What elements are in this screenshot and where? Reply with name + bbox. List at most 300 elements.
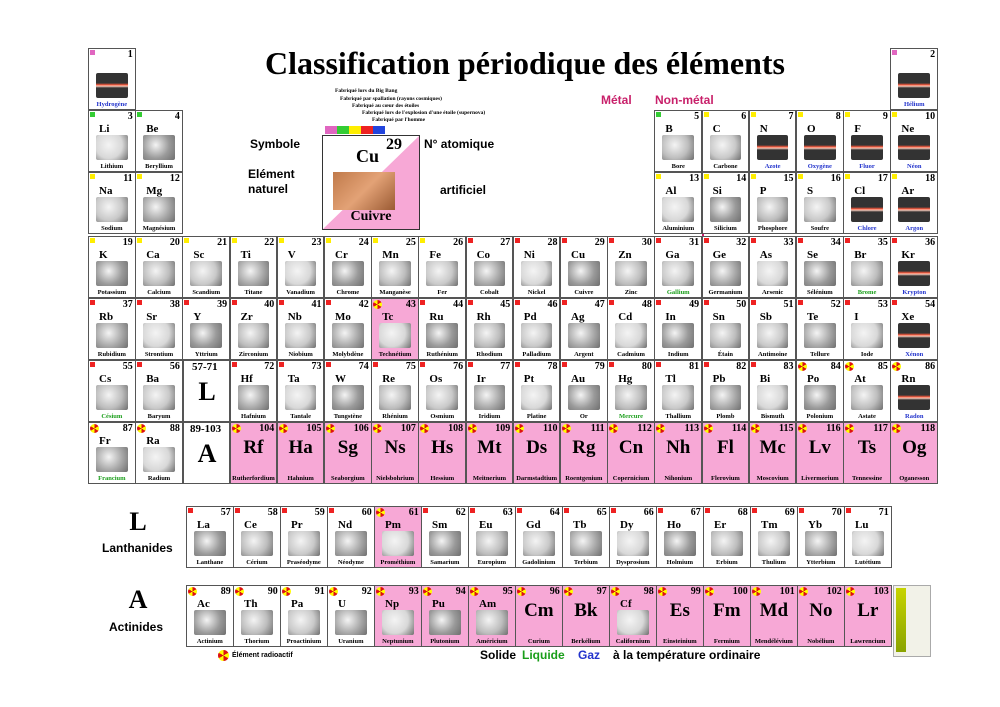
origin-marker: [517, 508, 522, 513]
element-cell-85[interactable]: [843, 360, 891, 422]
element-name: Néodyme: [337, 559, 364, 566]
element-name: Indium: [667, 351, 689, 358]
atomic-number: 4: [174, 111, 180, 122]
origin-marker: [235, 508, 240, 513]
element-cell-58[interactable]: [233, 506, 281, 568]
element-name: Palladium: [522, 351, 551, 358]
lanthanides-letter: L: [129, 507, 147, 536]
element-name: Holmium: [666, 559, 694, 566]
element-cell-93[interactable]: [374, 585, 422, 647]
origin-marker: [892, 300, 897, 305]
origin-marker: [90, 174, 95, 179]
element-photo: [332, 261, 364, 286]
atomic-number: 107: [400, 423, 416, 434]
atomic-number: 25: [405, 237, 416, 248]
element-symbol: Ru: [429, 311, 444, 323]
element-cell-42[interactable]: [324, 298, 372, 360]
origin-marker: [656, 112, 661, 117]
element-name: Césium: [101, 413, 123, 420]
element-cell-94[interactable]: [421, 585, 469, 647]
element-cell-46[interactable]: [513, 298, 561, 360]
radioactive-icon: [373, 300, 382, 309]
element-cell-51[interactable]: [749, 298, 797, 360]
origin-marker: [751, 238, 756, 243]
origin-marker: [798, 238, 803, 243]
element-cell-101[interactable]: [750, 585, 798, 647]
element-cell-98[interactable]: [609, 585, 657, 647]
element-name: Argon: [905, 225, 924, 232]
element-symbol: Pa: [291, 598, 304, 610]
element-cell-75[interactable]: [371, 360, 419, 422]
element-cell-11[interactable]: [88, 172, 136, 234]
atomic-number: 46: [547, 299, 558, 310]
element-symbol: Ni: [523, 249, 535, 261]
element-name: Sodium: [101, 225, 123, 232]
element-cell-89[interactable]: [186, 585, 234, 647]
element-cell-106[interactable]: [324, 422, 372, 484]
element-name: Ytterbium: [806, 559, 836, 566]
element-cell-82[interactable]: [702, 360, 750, 422]
element-cell-31[interactable]: [654, 236, 702, 298]
element-cell-96[interactable]: [515, 585, 563, 647]
atomic-number: 64: [549, 507, 560, 518]
element-cell-44[interactable]: [418, 298, 466, 360]
element-cell-3[interactable]: [88, 110, 136, 172]
element-photo: [852, 531, 884, 556]
element-cell-50[interactable]: [702, 298, 750, 360]
element-photo: [429, 531, 461, 556]
element-cell-41[interactable]: [277, 298, 325, 360]
legend-source-5: Fabriqué par l'homme: [372, 117, 426, 123]
element-cell-23[interactable]: [277, 236, 325, 298]
element-cell-62[interactable]: [421, 506, 469, 568]
actinide-letter: A: [197, 439, 217, 468]
origin-marker: [137, 112, 142, 117]
origin-marker: [279, 300, 284, 305]
atomic-number: 28: [547, 237, 558, 248]
origin-marker: [184, 300, 189, 305]
element-cell-8[interactable]: [796, 110, 844, 172]
atomic-number: 72: [264, 361, 275, 372]
element-cell-13[interactable]: [654, 172, 702, 234]
element-cell-9[interactable]: [843, 110, 891, 172]
element-photo: [804, 261, 836, 286]
element-name: Prométhium: [380, 559, 416, 566]
element-name: Sélénium: [807, 289, 833, 296]
element-cell-24[interactable]: [324, 236, 372, 298]
footer-temperature: à la température ordinaire: [613, 648, 761, 662]
atomic-number: 112: [637, 423, 652, 434]
element-symbol: Tm: [761, 519, 778, 531]
element-cell-40[interactable]: [230, 298, 278, 360]
element-cell-84[interactable]: [796, 360, 844, 422]
element-cell-71[interactable]: [844, 506, 892, 568]
element-symbol: Rf: [243, 437, 264, 458]
element-name: Praséodyme: [286, 559, 321, 566]
element-name: Tennessine: [851, 475, 883, 482]
element-cell-103[interactable]: [844, 585, 892, 647]
atomic-number: 18: [925, 173, 936, 184]
atomic-number: 99: [690, 586, 701, 597]
element-name: Rhénium: [382, 413, 408, 420]
origin-marker: [658, 508, 663, 513]
atomic-number: 79: [594, 361, 605, 372]
element-cell-70[interactable]: [797, 506, 845, 568]
element-symbol: Tb: [573, 519, 587, 531]
legend-source-1: Fabriqué lors du Big Bang: [335, 88, 398, 94]
element-cell-104[interactable]: [230, 422, 278, 484]
radioactive-icon: [892, 362, 901, 371]
element-cell-102[interactable]: [797, 585, 845, 647]
origin-marker: [184, 238, 189, 243]
element-cell-15[interactable]: [749, 172, 797, 234]
element-cell-67[interactable]: [656, 506, 704, 568]
element-cell-35[interactable]: [843, 236, 891, 298]
element-cell-37[interactable]: [88, 298, 136, 360]
element-cell-115[interactable]: [749, 422, 797, 484]
element-cell-57[interactable]: [186, 506, 234, 568]
element-photo: [710, 197, 742, 222]
atomic-number: 117: [873, 423, 888, 434]
atomic-number: 54: [925, 299, 936, 310]
atomic-number: 33: [783, 237, 794, 248]
element-cell-7[interactable]: [749, 110, 797, 172]
element-name: Lawrencium: [850, 638, 886, 645]
atomic-number: 104: [259, 423, 275, 434]
element-cell-38[interactable]: [135, 298, 183, 360]
element-cell-26[interactable]: [418, 236, 466, 298]
element-cell-99[interactable]: [656, 585, 704, 647]
origin-marker: [329, 508, 334, 513]
element-cell-63[interactable]: [468, 506, 516, 568]
atomic-number: 83: [783, 361, 794, 372]
element-photo: [285, 385, 317, 410]
atomic-number: 49: [689, 299, 700, 310]
element-cell-117[interactable]: [843, 422, 891, 484]
element-cell-29[interactable]: [560, 236, 608, 298]
element-name: Manganèse: [379, 289, 411, 296]
radioactive-icon: [751, 424, 760, 433]
element-cell-18[interactable]: [890, 172, 938, 234]
element-cell-88[interactable]: [135, 422, 183, 484]
element-symbol: Ac: [197, 598, 210, 610]
element-cell-21[interactable]: [182, 236, 230, 298]
element-cell-60[interactable]: [327, 506, 375, 568]
element-cell-107[interactable]: [371, 422, 419, 484]
origin-marker: [326, 238, 331, 243]
element-name: Molybdène: [332, 351, 364, 358]
element-cell-87[interactable]: [88, 422, 136, 484]
element-name: Ruthénium: [426, 351, 458, 358]
element-cell-68[interactable]: [703, 506, 751, 568]
element-name: Gallium: [666, 289, 690, 296]
atomic-number: 108: [448, 423, 464, 434]
element-photo: [143, 447, 175, 472]
element-cell-111[interactable]: [560, 422, 608, 484]
atomic-number: 65: [596, 507, 607, 518]
atomic-number: 97: [596, 586, 607, 597]
element-cell-65[interactable]: [562, 506, 610, 568]
atomic-number: 70: [831, 507, 842, 518]
element-photo: [521, 385, 553, 410]
element-name: Azote: [764, 163, 781, 170]
element-cell-19[interactable]: [88, 236, 136, 298]
footer-solid: Solide: [480, 648, 517, 662]
element-cell-97[interactable]: [562, 585, 610, 647]
element-cell-10[interactable]: [890, 110, 938, 172]
atomic-number: 59: [314, 507, 325, 518]
legend-symbol-label: Symbole: [250, 137, 301, 151]
element-photo: [757, 261, 789, 286]
origin-marker: [232, 238, 237, 243]
element-cell-69[interactable]: [750, 506, 798, 568]
element-name: Radium: [147, 475, 171, 482]
origin-marker: [515, 362, 520, 367]
element-cell-16[interactable]: [796, 172, 844, 234]
element-name: Aluminium: [662, 225, 695, 232]
element-photo: [662, 385, 694, 410]
element-name: Zirconium: [238, 351, 269, 358]
element-cell-90[interactable]: [233, 585, 281, 647]
atomic-number: 82: [736, 361, 747, 372]
element-cell-116[interactable]: [796, 422, 844, 484]
element-name: Hélium: [903, 101, 925, 108]
origin-marker: [798, 112, 803, 117]
element-name: Baryum: [147, 413, 171, 420]
element-name: Bismuth: [760, 413, 785, 420]
element-name: Tantale: [290, 413, 311, 420]
element-cell-1[interactable]: [88, 48, 136, 110]
legend-example-symbol: Cu: [356, 146, 380, 166]
element-photo: [335, 531, 367, 556]
radioactive-icon: [470, 587, 479, 596]
element-name: Soufre: [810, 225, 829, 232]
element-name: Flerovium: [711, 475, 740, 482]
element-cell-79[interactable]: [560, 360, 608, 422]
origin-marker: [845, 238, 850, 243]
atomic-number: 67: [690, 507, 701, 518]
element-symbol: Pb: [712, 373, 726, 385]
element-photo: [898, 135, 930, 160]
element-cell-118[interactable]: [890, 422, 938, 484]
element-symbol: N: [759, 123, 768, 135]
element-name: Néon: [907, 163, 922, 170]
element-name: Silicium: [714, 225, 737, 232]
element-cell-61[interactable]: [374, 506, 422, 568]
element-cell-108[interactable]: [418, 422, 466, 484]
element-cell-52[interactable]: [796, 298, 844, 360]
element-name: Hessium: [430, 475, 455, 482]
element-photo: [521, 261, 553, 286]
element-symbol: Sr: [146, 311, 158, 323]
element-cell-92[interactable]: [327, 585, 375, 647]
element-cell-33[interactable]: [749, 236, 797, 298]
element-cell-22[interactable]: [230, 236, 278, 298]
element-photo: [194, 531, 226, 556]
element-name: Hahnium: [287, 475, 314, 482]
element-photo: [96, 197, 128, 222]
element-cell-72[interactable]: [230, 360, 278, 422]
element-name: Terbium: [573, 559, 598, 566]
element-symbol: Cr: [335, 249, 348, 261]
element-cell-95[interactable]: [468, 585, 516, 647]
element-cell-77[interactable]: [466, 360, 514, 422]
atomic-number: 21: [217, 237, 228, 248]
element-photo: [96, 385, 128, 410]
element-name: Seaborgium: [331, 475, 365, 482]
origin-marker: [751, 112, 756, 117]
element-photo: [757, 197, 789, 222]
element-cell-5[interactable]: [654, 110, 702, 172]
element-cell-20[interactable]: [135, 236, 183, 298]
element-cell-6[interactable]: [702, 110, 750, 172]
element-cell-56[interactable]: [135, 360, 183, 422]
element-cell-66[interactable]: [609, 506, 657, 568]
element-photo: [758, 531, 790, 556]
origin-marker: [845, 112, 850, 117]
atomic-number: 106: [353, 423, 369, 434]
element-cell-78[interactable]: [513, 360, 561, 422]
element-photo: [382, 610, 414, 635]
element-cell-91[interactable]: [280, 585, 328, 647]
element-symbol: Ds: [526, 437, 548, 458]
element-symbol: Ne: [901, 123, 915, 135]
element-cell-39[interactable]: [182, 298, 230, 360]
element-cell-54[interactable]: [890, 298, 938, 360]
element-cell-76[interactable]: [418, 360, 466, 422]
element-cell-49[interactable]: [654, 298, 702, 360]
legend-nonmetal-label: Non-métal: [655, 93, 714, 107]
origin-marker: [515, 300, 520, 305]
element-cell-4[interactable]: [135, 110, 183, 172]
element-symbol: Ns: [384, 437, 406, 458]
element-cell-14[interactable]: [702, 172, 750, 234]
atomic-number: 15: [783, 173, 794, 184]
element-name: Thulium: [761, 559, 786, 566]
element-cell-45[interactable]: [466, 298, 514, 360]
element-cell-36[interactable]: [890, 236, 938, 298]
element-photo: [804, 135, 836, 160]
element-name: Cérium: [246, 559, 268, 566]
atomic-number: 100: [732, 586, 748, 597]
atomic-number: 110: [543, 423, 558, 434]
origin-marker: [562, 300, 567, 305]
element-cell-28[interactable]: [513, 236, 561, 298]
element-cell-25[interactable]: [371, 236, 419, 298]
element-photo: [476, 610, 508, 635]
element-symbol: Er: [714, 519, 727, 531]
element-cell-30[interactable]: [607, 236, 655, 298]
element-name: Étain: [717, 351, 734, 358]
element-symbol: Ha: [288, 437, 313, 458]
origin-marker: [799, 508, 804, 513]
element-name: Darmstadtium: [516, 475, 558, 482]
element-cell-100[interactable]: [703, 585, 751, 647]
atomic-number: 41: [311, 299, 322, 310]
element-photo: [568, 385, 600, 410]
radioactive-icon: [517, 587, 526, 596]
element-cell-83[interactable]: [749, 360, 797, 422]
origin-marker: [423, 508, 428, 513]
element-photo: [851, 385, 883, 410]
element-cell-59[interactable]: [280, 506, 328, 568]
element-cell-32[interactable]: [702, 236, 750, 298]
element-cell-64[interactable]: [515, 506, 563, 568]
element-photo: [96, 261, 128, 286]
element-photo: [194, 610, 226, 635]
lanthanides-label: Lanthanides: [102, 541, 173, 555]
element-symbol: Au: [571, 373, 586, 385]
element-cell-114[interactable]: [702, 422, 750, 484]
element-photo: [143, 197, 175, 222]
element-cell-27[interactable]: [466, 236, 514, 298]
element-cell-17[interactable]: [843, 172, 891, 234]
element-name: Rubidium: [97, 351, 126, 358]
element-cell-105[interactable]: [277, 422, 325, 484]
element-symbol: Fl: [716, 437, 734, 458]
element-cell-47[interactable]: [560, 298, 608, 360]
element-symbol: K: [99, 249, 108, 261]
element-cell-110[interactable]: [513, 422, 561, 484]
origin-marker: [326, 362, 331, 367]
element-cell-74[interactable]: [324, 360, 372, 422]
element-cell-113[interactable]: [654, 422, 702, 484]
element-symbol: Ce: [244, 519, 257, 531]
origin-marker: [232, 300, 237, 305]
element-photo: [615, 323, 647, 348]
element-name: Astate: [858, 413, 876, 420]
origin-marker: [751, 300, 756, 305]
element-name: Fermium: [713, 638, 740, 645]
element-symbol: Pr: [291, 519, 303, 531]
element-photo: [568, 261, 600, 286]
element-symbol: Cf: [620, 598, 632, 610]
element-cell-81[interactable]: [654, 360, 702, 422]
element-symbol: Si: [712, 185, 722, 197]
element-cell-112[interactable]: [607, 422, 655, 484]
element-symbol: As: [759, 249, 773, 261]
element-name: Krypton: [902, 289, 927, 296]
atomic-number: 60: [361, 507, 372, 518]
element-name: Lithium: [100, 163, 124, 170]
element-cell-43[interactable]: [371, 298, 419, 360]
element-cell-48[interactable]: [607, 298, 655, 360]
element-cell-2[interactable]: [890, 48, 938, 110]
element-cell-34[interactable]: [796, 236, 844, 298]
element-cell-80[interactable]: [607, 360, 655, 422]
origin-marker: [515, 238, 520, 243]
origin-marker: [704, 112, 709, 117]
atomic-number: 101: [779, 586, 795, 597]
origin-marker: [892, 50, 897, 55]
origin-marker: [470, 508, 475, 513]
element-cell-12[interactable]: [135, 172, 183, 234]
atomic-number: 111: [590, 423, 605, 434]
element-cell-55[interactable]: [88, 360, 136, 422]
element-cell-53[interactable]: [843, 298, 891, 360]
element-name: Nihonium: [664, 475, 693, 482]
element-cell-73[interactable]: [277, 360, 325, 422]
element-name: Mercure: [619, 413, 643, 420]
element-name: Potassium: [97, 289, 127, 296]
page-title: Classification périodique des éléments: [265, 45, 785, 81]
element-photo: [615, 385, 647, 410]
atomic-number: 88: [169, 423, 180, 434]
element-cell-109[interactable]: [466, 422, 514, 484]
element-photo: [662, 135, 694, 160]
element-symbol: Br: [854, 249, 867, 261]
element-cell-86[interactable]: [890, 360, 938, 422]
